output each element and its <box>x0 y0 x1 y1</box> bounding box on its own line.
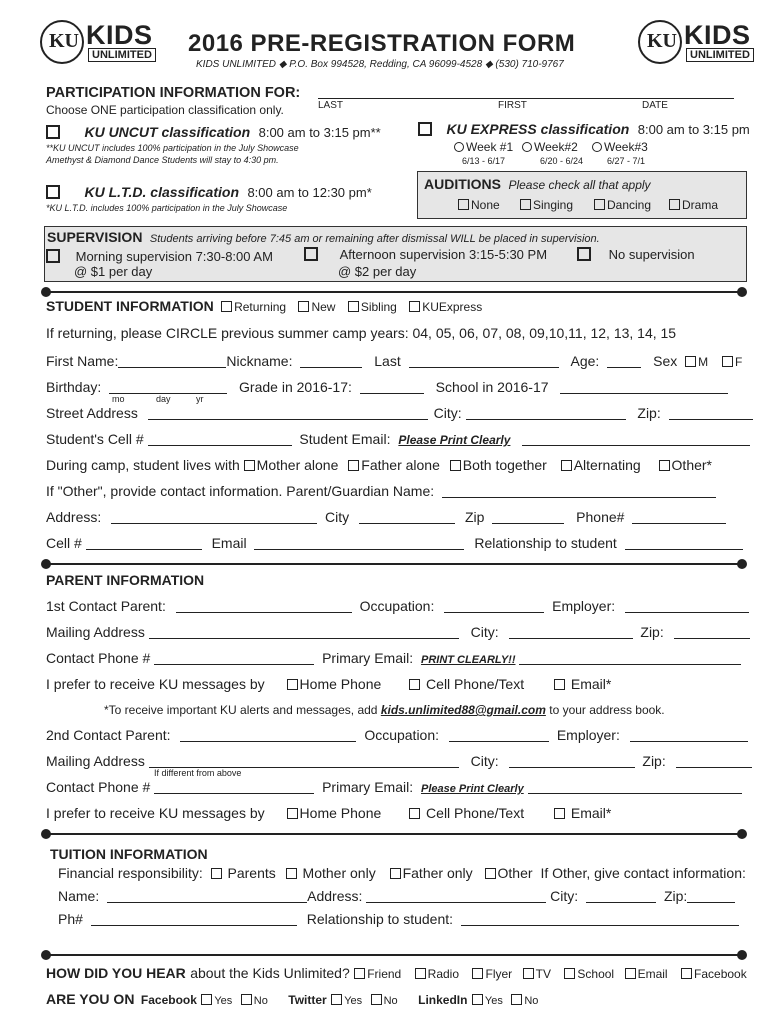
express-week-3[interactable]: Week#3 <box>592 140 648 154</box>
sex-f-option[interactable]: F <box>722 353 742 369</box>
week-1-dates: 6/13 - 6/17 <box>462 156 506 166</box>
parent1-phone-field[interactable] <box>154 652 314 665</box>
parent1-mailing-row: Mailing Address City: Zip: <box>46 624 750 640</box>
kids-unlimited-logo-left <box>38 18 154 68</box>
parent1-occupation-field[interactable] <box>444 600 544 613</box>
student-email-field[interactable] <box>522 433 750 446</box>
parent2-email-field[interactable] <box>528 781 742 794</box>
lives-alternating-checkbox[interactable] <box>561 460 572 471</box>
age-field[interactable] <box>607 355 641 368</box>
prefer1-email-checkbox[interactable] <box>554 679 565 690</box>
prefer1-cell[interactable]: Cell Phone/Text <box>409 676 524 692</box>
audition-none[interactable]: None <box>458 198 500 212</box>
prefer2-email[interactable]: Email* <box>554 805 611 821</box>
twitter-yes-checkbox[interactable] <box>331 994 342 1005</box>
logo-text: KIDS <box>684 20 751 50</box>
hear-email-checkbox[interactable] <box>625 968 636 979</box>
are-you-on-row: ARE YOU ON Facebook Yes No Twitter Yes No LinkedIn Yes No <box>46 991 539 1007</box>
tuition-relationship-field[interactable] <box>461 913 739 926</box>
participant-name-line[interactable] <box>318 86 734 99</box>
tuition-zip-field[interactable] <box>687 890 735 903</box>
facebook-yes-checkbox[interactable] <box>201 994 212 1005</box>
col-last-label: LAST <box>318 100 344 111</box>
how-did-you-hear-row: HOW DID YOU HEAR about the Kids Unlimited? Friend Radio Flyer TV School Email Facebook <box>46 965 747 981</box>
afternoon-supervision-price: @ $2 per day <box>338 264 417 279</box>
week-1-radio[interactable] <box>454 142 464 152</box>
parent1-mailing-field[interactable] <box>149 626 459 639</box>
afternoon-supervision-option[interactable]: Afternoon supervision 3:15-5:30 PM <box>304 247 547 262</box>
parent2-phone-field[interactable] <box>154 781 314 794</box>
express-week-2[interactable]: Week#2 <box>522 140 578 154</box>
week-2-dates: 6/20 - 6/24 <box>540 156 584 166</box>
alert-note: *To receive important KU alerts and messages, add kids.unlimited88@gmail.com to your address book. <box>104 703 665 717</box>
parent1-zip-field[interactable] <box>674 626 750 639</box>
fin-parents[interactable]: Parents <box>211 865 276 881</box>
express-week-1[interactable]: Week #1 <box>454 140 513 154</box>
no-supervision-option[interactable]: No supervision <box>577 247 695 262</box>
divider <box>46 833 742 835</box>
lives-with-row: During camp, student lives with Mother alone Father alone Both together Alternating Other* <box>46 457 713 473</box>
lives-father-checkbox[interactable] <box>348 460 359 471</box>
tuition-heading: TUITION INFORMATION <box>50 846 208 862</box>
lives-alternating[interactable]: Alternating <box>561 457 641 473</box>
sex-m-checkbox[interactable] <box>685 356 696 367</box>
guardian-cell-field[interactable] <box>86 537 202 550</box>
logo-text: KIDS <box>86 20 153 50</box>
birthday-row: Birthday: Grade in 2016-17: School in 2016-17 <box>46 379 728 395</box>
hear-tv[interactable]: TV <box>523 967 551 981</box>
linkedin-no-checkbox[interactable] <box>511 994 522 1005</box>
audition-drama[interactable]: Drama <box>669 198 718 212</box>
type-new[interactable]: New <box>298 300 335 314</box>
street-row: Street Address City: Zip: <box>46 405 753 421</box>
student-heading: STUDENT INFORMATION <box>46 298 214 314</box>
street-field[interactable] <box>148 407 428 420</box>
hear-tv-checkbox[interactable] <box>523 968 534 979</box>
choose-one-note: Choose ONE participation classification only. <box>46 103 284 117</box>
parent1-prefer-row: I prefer to receive KU messages by Home Phone Cell Phone/Text Email* <box>46 676 612 692</box>
hear-flyer[interactable]: Flyer <box>472 967 512 981</box>
parent2-zip-field[interactable] <box>676 755 752 768</box>
fin-mother[interactable]: Mother only <box>286 865 376 881</box>
fin-father[interactable]: Father only <box>390 865 473 881</box>
hear-friend-checkbox[interactable] <box>354 968 365 979</box>
guardian-email-field[interactable] <box>254 537 464 550</box>
prefer2-home-checkbox[interactable] <box>287 808 298 819</box>
participation-heading: PARTICIPATION INFORMATION FOR: <box>46 85 301 101</box>
hear-email[interactable]: Email <box>625 967 668 981</box>
twitter-no-checkbox[interactable] <box>371 994 382 1005</box>
student-cell-field[interactable] <box>148 433 292 446</box>
parent1-employer-field[interactable] <box>625 600 749 613</box>
supervision-heading: SUPERVISION Students arriving before 7:45 am or remaining after dismissal WILL be placed in supervision. <box>47 229 600 245</box>
if-different-note: If different from above <box>154 768 242 778</box>
fin-other-checkbox[interactable] <box>485 868 496 879</box>
city-field[interactable] <box>466 407 626 420</box>
zip-field[interactable] <box>669 407 753 420</box>
prefer2-cell-checkbox[interactable] <box>409 808 420 819</box>
parent-heading: PARENT INFORMATION <box>46 572 205 588</box>
name-row: First Name: Nickname: Last Age: Sex M F <box>46 353 743 369</box>
type-kuexpress[interactable]: KUExpress <box>409 300 482 314</box>
guardian-cell-row: Cell # Email Relationship to student <box>46 535 743 551</box>
parent1-name-field[interactable] <box>176 600 352 613</box>
first-name-field[interactable] <box>118 355 226 368</box>
tuition-name-field[interactable] <box>107 890 307 903</box>
birthday-field[interactable] <box>109 381 227 394</box>
ku-ring-icon <box>40 20 84 64</box>
form-title: 2016 PRE-REGISTRATION FORM <box>188 30 576 57</box>
kids-unlimited-logo-right <box>636 18 752 68</box>
mo-label: mo <box>112 394 125 404</box>
ku-email-address: kids.unlimited88@gmail.com <box>380 703 546 717</box>
morning-supervision-option[interactable]: Morning supervision 7:30-8:00 AM <box>46 249 273 264</box>
guardian-name-field[interactable] <box>442 485 716 498</box>
audition-none-checkbox[interactable] <box>458 199 469 210</box>
sex-m-option[interactable]: M <box>681 353 708 369</box>
audition-dancing-checkbox[interactable] <box>594 199 605 210</box>
kuexpress-checkbox[interactable] <box>409 301 420 312</box>
day-label: day <box>156 394 171 404</box>
returning-years[interactable]: If returning, please CIRCLE previous summer camp years: 04, 05, 06, 07, 08, 09,10,11, 12, 13, 14, 15 <box>46 325 677 341</box>
hear-radio[interactable]: Radio <box>415 967 459 981</box>
ku-ring-icon <box>638 20 682 64</box>
audition-singing[interactable]: Singing <box>520 198 573 212</box>
tuition-phone-field[interactable] <box>91 913 297 926</box>
week-2-radio[interactable] <box>522 142 532 152</box>
type-sibling[interactable]: Sibling <box>348 300 397 314</box>
audition-drama-checkbox[interactable] <box>669 199 680 210</box>
lives-both[interactable]: Both together <box>450 457 547 473</box>
guardian-address-row: Address: City Zip Phone# <box>46 509 726 525</box>
linkedin-yes[interactable]: Yes <box>472 995 503 1007</box>
nickname-field[interactable] <box>300 355 362 368</box>
parent2-employer-field[interactable] <box>630 729 748 742</box>
week-3-dates: 6/27 - 7/1 <box>607 156 646 166</box>
returning-checkbox[interactable] <box>221 301 232 312</box>
facebook-yes[interactable]: Yes <box>201 995 232 1007</box>
tuition-contact-row: Name: Address: City: Zip: <box>58 888 735 904</box>
express-checkbox[interactable] <box>418 122 432 136</box>
hear-school[interactable]: School <box>564 967 614 981</box>
guardian-city-field[interactable] <box>359 511 455 524</box>
week-3-radio[interactable] <box>592 142 602 152</box>
uncut-note-2: Amethyst & Diamond Dance Students will stay to 4:30 pm. <box>46 155 279 165</box>
divider <box>46 954 742 956</box>
lives-other-checkbox[interactable] <box>659 460 670 471</box>
parent2-mailing-row: Mailing Address City: Zip: <box>46 753 752 769</box>
lives-mother[interactable]: Mother alone <box>244 457 339 473</box>
parent1-phone-row: Contact Phone # Primary Email: PRINT CLEARLY!! <box>46 650 741 666</box>
parent2-mailing-field[interactable] <box>149 755 459 768</box>
fin-father-checkbox[interactable] <box>390 868 401 879</box>
type-returning[interactable]: Returning <box>221 300 286 314</box>
parent2-name-field[interactable] <box>180 729 356 742</box>
fin-mother-checkbox[interactable] <box>286 868 297 879</box>
parent1-email-field[interactable] <box>519 652 741 665</box>
linkedin-yes-checkbox[interactable] <box>472 994 483 1005</box>
school-field[interactable] <box>560 381 728 394</box>
fin-parents-checkbox[interactable] <box>211 868 222 879</box>
hear-radio-checkbox[interactable] <box>415 968 426 979</box>
sibling-checkbox[interactable] <box>348 301 359 312</box>
new-checkbox[interactable] <box>298 301 309 312</box>
hear-friend[interactable]: Friend <box>354 967 401 981</box>
prefer2-email-checkbox[interactable] <box>554 808 565 819</box>
twitter-no[interactable]: No <box>371 995 398 1007</box>
afternoon-supervision-checkbox[interactable] <box>304 247 318 261</box>
ltd-option[interactable]: KU L.T.D. classification 8:00 am to 12:30 pm* <box>46 184 372 202</box>
parent2-prefer-row: I prefer to receive KU messages by Home Phone Cell Phone/Text Email* <box>46 805 612 821</box>
last-name-field[interactable] <box>409 355 559 368</box>
hear-facebook-checkbox[interactable] <box>681 968 692 979</box>
tuition-city-field[interactable] <box>586 890 656 903</box>
morning-supervision-checkbox[interactable] <box>46 249 60 263</box>
student-type-row <box>46 298 482 314</box>
cell-email-row: Student's Cell # Student Email: Please Print Clearly <box>46 431 750 447</box>
ltd-checkbox[interactable] <box>46 185 60 199</box>
prefer1-home[interactable]: Home Phone <box>287 676 382 692</box>
divider <box>46 563 742 565</box>
hear-flyer-checkbox[interactable] <box>472 968 483 979</box>
sex-f-checkbox[interactable] <box>722 356 733 367</box>
prefer1-email[interactable]: Email* <box>554 676 611 692</box>
parent2-phone-row: Contact Phone # Primary Email: Please Print Clearly <box>46 779 742 795</box>
fin-other[interactable]: Other <box>485 865 533 881</box>
audition-singing-checkbox[interactable] <box>520 199 531 210</box>
financial-row: Financial responsibility: Parents Mother only Father only Other If Other, give contact information: <box>58 865 746 881</box>
hear-school-checkbox[interactable] <box>564 968 575 979</box>
logo-subtext: UNLIMITED <box>686 48 754 62</box>
linkedin-no[interactable]: No <box>511 995 538 1007</box>
no-supervision-checkbox[interactable] <box>577 247 591 261</box>
parent2-city-field[interactable] <box>509 755 635 768</box>
grade-field[interactable] <box>360 381 424 394</box>
parent2-occupation-field[interactable] <box>449 729 549 742</box>
guardian-relationship-field[interactable] <box>625 537 743 550</box>
ltd-note: *KU L.T.D. includes 100% participation in the July Showcase <box>46 203 288 213</box>
uncut-option[interactable]: KU UNCUT classification 8:00 am to 3:15 pm** <box>46 124 381 142</box>
prefer1-cell-checkbox[interactable] <box>409 679 420 690</box>
lives-both-checkbox[interactable] <box>450 460 461 471</box>
uncut-note-1: **KU UNCUT includes 100% participation in the July Showcase <box>46 143 299 153</box>
divider <box>46 291 742 293</box>
parent2-row: 2nd Contact Parent: Occupation: Employer: <box>46 727 748 743</box>
hear-facebook[interactable]: Facebook <box>681 967 747 981</box>
twitter-yes[interactable]: Yes <box>331 995 362 1007</box>
lives-mother-checkbox[interactable] <box>244 460 255 471</box>
col-date-label: DATE <box>642 100 668 111</box>
morning-supervision-price: @ $1 per day <box>74 264 153 279</box>
tuition-address-field[interactable] <box>366 890 546 903</box>
other-contact-row: If "Other", provide contact information. Parent/Guardian Name: <box>46 483 716 499</box>
guardian-phone-field[interactable] <box>632 511 726 524</box>
logo-subtext: UNLIMITED <box>88 48 156 62</box>
auditions-heading: AUDITIONS Please check all that apply <box>424 176 651 192</box>
prefer1-home-checkbox[interactable] <box>287 679 298 690</box>
uncut-checkbox[interactable] <box>46 125 60 139</box>
col-first-label: FIRST <box>498 100 527 111</box>
facebook-no[interactable]: No <box>241 995 268 1007</box>
guardian-address-field[interactable] <box>111 511 317 524</box>
facebook-no-checkbox[interactable] <box>241 994 252 1005</box>
parent1-city-field[interactable] <box>509 626 633 639</box>
guardian-zip-field[interactable] <box>492 511 564 524</box>
parent1-row: 1st Contact Parent: Occupation: Employer: <box>46 598 749 614</box>
form-subtitle: KIDS UNLIMITED ◆ P.O. Box 994528, Redding, CA 96099-4528 ◆ (530) 710-9767 <box>196 59 564 70</box>
prefer2-cell[interactable]: Cell Phone/Text <box>409 805 524 821</box>
prefer2-home[interactable]: Home Phone <box>287 805 382 821</box>
express-option[interactable]: KU EXPRESS classification 8:00 am to 3:15 pm <box>418 121 750 139</box>
tuition-phone-row: Ph# Relationship to student: <box>58 911 739 927</box>
yr-label: yr <box>196 394 204 404</box>
lives-other[interactable]: Other* <box>659 457 712 473</box>
audition-dancing[interactable]: Dancing <box>594 198 651 212</box>
lives-father[interactable]: Father alone <box>348 457 440 473</box>
